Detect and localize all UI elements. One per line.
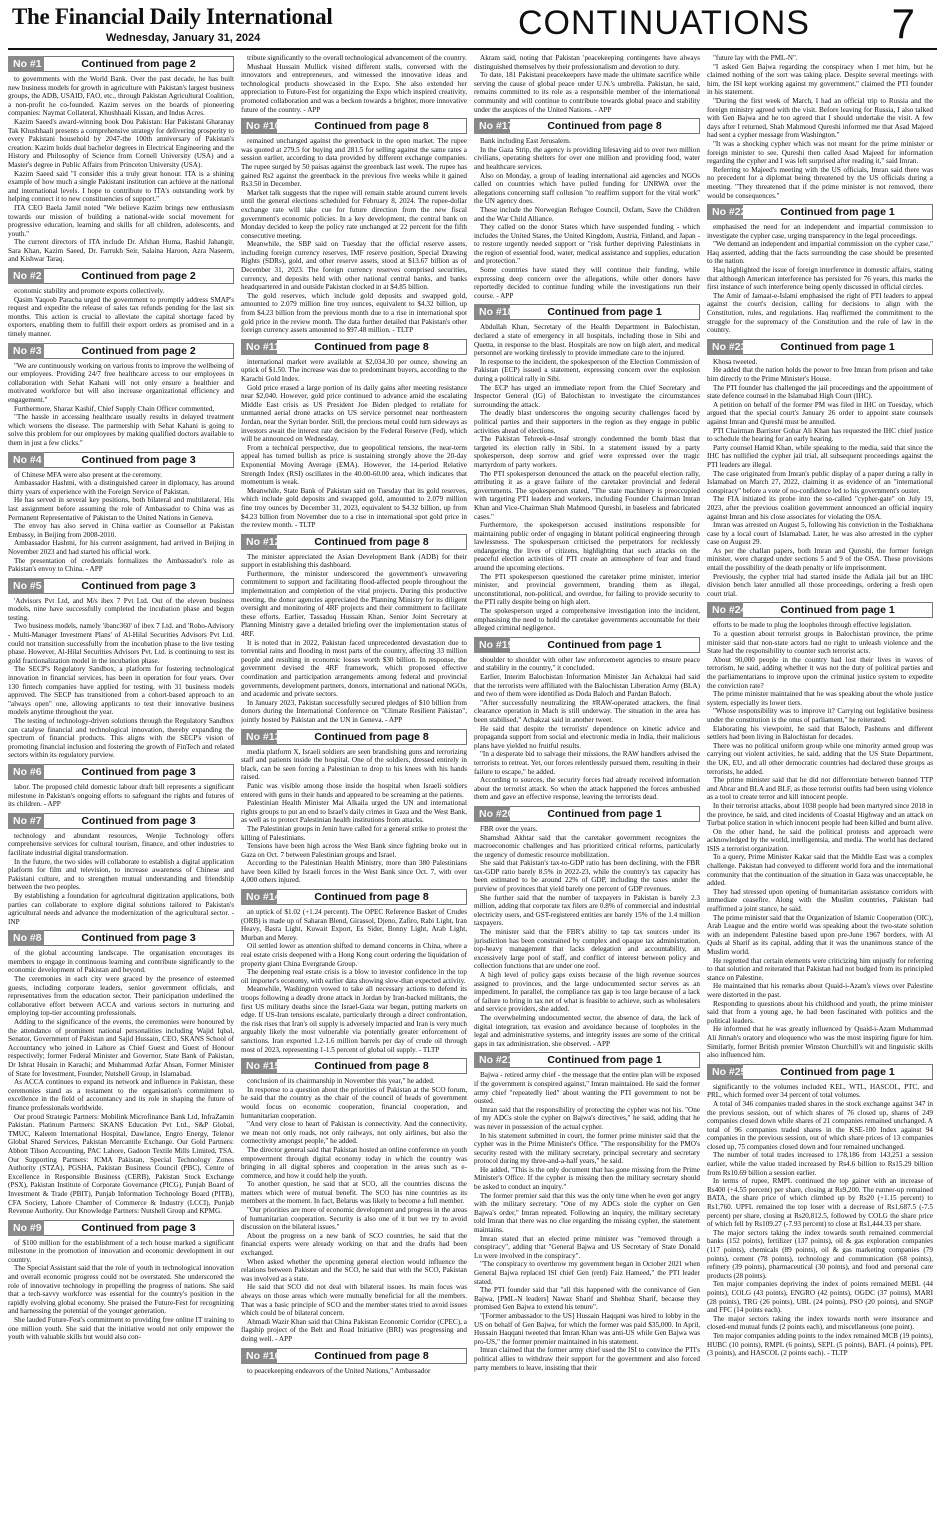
paragraph: Party counsel Hamid Khan, while speaking to the media, said that since the IHC has nullified the cypher jail trial, all subsequent proceedings against the PTI leaders are illegal. (707, 443, 933, 469)
paragraph: In response to a question about the priorities of Pakistan at the SCO forum, he said that the country as the chair of the council of heads of government would focus on economic cooperation, financial cooperation, and humanitarian cooperation. (241, 1085, 467, 1120)
paragraph: The gold reserves, which include gold deposits and swapped gold, amounted to 2.079 million fine troy ounces, equivalent to $4.32 billion, up from $4.23 billion from the previous month due to a rise in international spot gold price in the review month. The data further detailed that Pakistan's other foreign currency assets amounted to $97.48 million. - TLTP (241, 291, 467, 335)
paragraph: Tensions have been high across the West Bank since fighting broke out in Gaza on Oct. 7 between Palestinian groups and Israel. (241, 842, 467, 859)
story-number: No #22 (707, 204, 743, 220)
paragraph: The number of total trades increased to 178,186 from 143,251 a session earlier, while the value traded increased by Rs4.6 billion to Rs15.29 billion from Rs10.69 billion a session earlier. (707, 1151, 933, 1177)
section-title: CONTINUATIONS (518, 4, 810, 42)
paragraph: The ceremonies in each city were graced by the presence of esteemed guests, including corporate leaders, senior government officials, and representatives from the education sector. Their participation underlined the collaborative effort between ACCA and various sectors in nurturing and employing top-tier accounting professionals. (8, 975, 234, 1018)
article (8, 764, 234, 809)
paragraph: In the Gaza Strip, the agency is providing lifesaving aid to over two million civilians, operating shelters for over one million and providing food, water and healthcare services. (474, 145, 700, 171)
paragraph: There was no political uniform group while one minority armed group was carrying out violent activities, he said, adding that the US State Department, the UK, EU, and all other democratic countries had declared these groups as terrorists, he added. (707, 741, 933, 776)
continued-from-label: Continued from page 8 (277, 1348, 467, 1364)
continued-from-label: Continued from page 1 (743, 204, 933, 220)
continued-from-label: Continued from page 8 (277, 339, 467, 355)
article (8, 343, 234, 448)
paragraph: These include the Norwegian Refugee Council, Oxfam, Save the Children and the War Child Alliance. (474, 205, 700, 223)
paragraph: "future lay with the PML-N". (713, 54, 798, 62)
article (8, 578, 234, 760)
column-4 (707, 54, 933, 1524)
continuation-header (707, 339, 933, 355)
story-number: No #18 (474, 304, 510, 320)
paragraph: Khosa tweeted. (713, 357, 758, 366)
continued-from-label: Continued from page 3 (44, 930, 234, 946)
paragraph: Bajwa - retired army chief - the message that the entire plan will be exposed if the government is conspired against," Imran maintained. He said the former army chief "repeatedly lied" about wanting the PTI government to not be ousted. (474, 1071, 700, 1106)
paragraph: Market talk suggests that the rupee will remain stable around current levels until the general elections scheduled for February 8, 2024. The rupee-dollar exchange rate will take cue for future direction from the new fiscal government's economic policies. In a key development, the central bank on Monday decided to keep the policy rate unchanged at 22 percent for the fifth consecutive meeting. (241, 188, 467, 240)
paragraph: They called on the donor States which have suspended funding - which includes the United States, the United Kingdom, Austria, Finland, and Japan - to restore urgently needed support or "risk further depriving Palestinians in the region of essential food, water, medical assistance and supplies, education and protection." (474, 223, 700, 266)
article-body (707, 54, 933, 200)
story-number: No #23 (707, 339, 743, 355)
continuation-header (8, 1220, 234, 1236)
paragraph: Kazim Saeed's award-winning book Dou Pakistan: Har Pakistani Gharanay Tak Khushhaali presents a comprehensive strategy for delivering prosperity to every Pakistani household by 2047-the 100th anniversary of Pakistan's creation. Kazim holds dual bachelor degrees in Electrical Engineering and the History and Philosophy of Science from Cornell University (USA) and a Master's degree in Public Affairs from Princeton University (USA). (8, 117, 234, 169)
paragraph: When asked whether the upcoming general election would influence the relations between Pakistan and the SCO, he said that with the SCO, Pakistan was involved as a state. (241, 1257, 467, 1283)
continuation-header (8, 268, 234, 284)
article-body (474, 1071, 700, 1372)
continued-from-label: Continued from page 3 (44, 578, 234, 594)
article (241, 339, 467, 530)
continuation-header (8, 452, 234, 468)
paragraph: conclusion of its chairmanship in November this year," he added. (247, 1077, 435, 1086)
continuation-header (707, 204, 933, 220)
article-body (241, 553, 467, 725)
paragraph: Furthermore, the minister underscored the government's unwavering commitment to support and facilitating flood-affected people throughout the implementation and completion of the vital projects. During this productive meeting, the donor agencies appreciated the Planning Ministry for its diligent oversight and monitoring of 4RF projects and their commitment to facilitate these efforts. Earlier, Tassaduq Hussain Khan, Senior Joint Secretary at Planning Ministry gave a detailed briefing over the implementation status of 4RF. (241, 569, 467, 639)
paragraph: As per the challan papers, both Imran and Qureshi, the former foreign minister, were charged under sections 5 and 9 of the OSA. These provisions entail the possibility of the death penalty or life imprisonment. (707, 546, 933, 573)
paragraph: 'Advisors Pvt Ltd, and M/s ibex 7 Pvt Ltd. Out of the eleven business models, nine have successfully completed the incubation phase and begun testing. (8, 596, 234, 622)
article-body (474, 137, 700, 300)
article-body (8, 287, 234, 339)
paragraph: He maintained that his remarks about Quaid-i-Azam's views over Palestine were distorted in the past. (707, 982, 933, 999)
paragraph: "We demand an independent and impartial commission on the cypher case," Haq asserted, adding that the facts surrounding the case should be presented to the nation. (707, 240, 933, 266)
story-number: No #12 (241, 534, 277, 550)
paragraph: The former premier said that this was the only time when he even got angry with the military secretary. "One of my ADCs stole the cypher on Gen Bajwa's order," Imran repeated. Following an inquiry, the military secretary told Imran that there was no clue regarding the missing cypher, the statement maintains. (474, 1191, 700, 1235)
paragraph: significantly to the volumes included KEL, WTL, HASCOL, PTC, and PRL, which formed over 34 percent of total volumes. (707, 1082, 933, 1100)
article-body (241, 54, 467, 114)
continuation-header (8, 343, 234, 359)
paragraph: The director general said that Pakistan hosted an online conference on youth empowerment through digital economy today in which the country was bringing in all digital spheres and cooperation in the areas such as e-commerce, and how it could help the youth. (241, 1145, 467, 1180)
continuation-header (707, 1064, 933, 1080)
paragraph: Mushaal Hussain Mullick visited different stalls, conversed with the innovators and entrepreneurs, and witnessed the innovative ideas and technological products showcased in the Expo. She also extended her appreciation to Future-Fest for organizing the Expo which inspired creativity, promoted collaboration and was a beckon towards a brighter, more innovative future of the country. - APP (241, 62, 467, 114)
story-number: No #5 (8, 578, 44, 594)
article (241, 534, 467, 725)
paragraph: He added that the nation holds the power to free Imran from prison and take him directly to the Prime Minister's House. (707, 366, 933, 383)
paragraph: They had stressed upon opening of humanitarian assistance corridors with immediate ceasefire. Along with the Muslim countries, Pakistan had reaffirmed a joint stance, he said. (707, 887, 933, 914)
paragraph: The deadly blast underscores the ongoing security challenges faced by political parties and their supporters in the region as they engage in public activities ahead of elections. (474, 409, 700, 435)
paragraph: In January 2023, Pakistan successfully secured pledges of $10 billion from donors during the International Conference on "Climate Resilient Pakistan", jointly hosted by Pakistan and the UN in Geneva. - APP (241, 698, 467, 724)
story-number: No #6 (8, 764, 44, 780)
newspaper-title: The Financial Daily International (12, 4, 333, 29)
paragraph: Palestinian Health Minister Mai Alkaila urged the UN and international rights groups to put an end to Israel's daily crimes in Gaza and the West Bank, as well as to protect Palestinian health institutions from attacks. (241, 799, 467, 825)
paragraph: The testing of technology-driven solutions through the Regulatory Sandbox can catalyse financial and technological innovation, thereby expanding the spectrum of financial products. This aligns with the SECP's vision of promoting financial inclusion and fostering the growth of FinTech and related sectors within its regulatory purview. (8, 717, 234, 760)
paragraph: In response to the incident, the spokesperson of the Election Commission of Pakistan (ECP) issued a statement, expressing concern over the explosion during a political rally in Sibi. (474, 357, 700, 383)
paragraph: A total of 346 companies traded shares in the stock exchange against 347 in the previous session, out of which shares of 76 closed up, shares of 249 companies closed down while shares of 21 companies remained unchanged. A total of 96 companies traded shares in the KSE-100 Index against 94 companies in the previous session, out of which share prices of 13 companies closed up, 75 companies closed down and four remained unchanged. (707, 1099, 933, 1151)
continuation-header (241, 729, 467, 745)
paragraph: Ahmadi Wazir Khan said that China Pakistan Economic Corridor (CPEC), a flagship project of the Belt and Road Initiative (BRI) was progressing and doing well. - APP (241, 1317, 467, 1343)
paragraph: an uptick of $1.02 (+1.24 percent). The OPEC Reference Basket of Crudes (ORB) is made up of Saharan Blend, Girassol, Djeno, Zafiro, Rabi Light, Iran Heavy, Basra Light, Kuwait Export, Es Sider, Bonny Light, Arab Light, Murban and Merey. (241, 908, 467, 942)
paragraph: A high level of policy gaps exists because of the high revenue sources assigned to provinces, and the large undocumented sector serves as an impediment. In parallel, the compliance tax gap is too large because of a lack of failure to bring in tax net of what is feasible to achieve, such as wholesalers and service providers, she added. (474, 971, 700, 1014)
paragraph: remained unchanged against the greenback in the open market. The rupee was quoted at 279.5 for buying and 281.5 for selling against the same rates a session earlier, according to data provided by different exchange companies. The rupee surged by 50 paisas against the greenback last week. The rupee has gained Rs2 against the greenback in the previous five weeks while it gained Rs3.50 in December. (241, 137, 467, 189)
paragraph: The case originated from Imran's public display of a paper during a rally in Islamabad on March 27, 2022, claiming it as evidence of an "international conspiracy" before a vote of no-confidence led to his government's ouster. (707, 469, 933, 495)
paragraph: In terms of rupee, RMPL continued the top gainer with an increase of Rs400 (+4.55 percent) per share, closing at Rs9,200. The runner-up remained BATA, the share price of which climbed up by Rs20 (+1.15 percent) to Rs1,760. UPFL remained the top loser with a decrease of Rs1,687.5 (-7.5 percent) per share, closing at Rs20,812.5, followed by COLG the share price of which fell by Rs109.27 (-7.93 percent) to close at Rs1,444.33 per share. (707, 1177, 933, 1229)
article-body (474, 825, 700, 1048)
paragraph: On the other hand, he said the political protests and approach were acknowledged by the world, intelligentsia, and media. The world has declared ISIS a terrorist organization. (707, 827, 933, 853)
continued-from-label: Continued from page 1 (743, 339, 933, 355)
article-body (8, 471, 234, 574)
paragraph: Ten major companies adding points to the index remained MCB (19 points), HUBC (10 points), RMPL (6 points), SEPL (5 points), BAFL (4 points), PPL (3 points), and HASCOL (2 points each). - TLTP (707, 1331, 933, 1358)
continuation-header (8, 813, 234, 829)
story-number: No #24 (707, 602, 743, 618)
article-body (241, 1077, 467, 1343)
continued-from-label: Continued from page 8 (277, 1058, 467, 1074)
article-body (707, 1083, 933, 1358)
continuation-header (8, 764, 234, 780)
paragraph: The deepening real estate crisis is a blow to investor confidence in the top oil importer's economy, with earlier data showing slow-than expected activity. (241, 968, 467, 985)
paragraph: The overwhelming undocumented sector, the absence of data, the lack of digital integration, tax evasion and avoidance because of loopholes in the legal and administrative systems, and integrity issues are some of the critical gaps in tax administration, she observed. - APP (474, 1013, 700, 1048)
masthead (0, 0, 945, 52)
paragraph: As ACCA continues to expand its network and influence in Pakistan, these ceremonies stand as a testament to the organisation's commitment to excellence in the field of accountancy and its role in shaping the future of finance professionals worldwide. (8, 1078, 234, 1112)
paragraph: Elaborating his viewpoint, he said that Baloch, Pashtuns and different settlers had been living in Balochistan for decades. (707, 724, 933, 742)
article (707, 1064, 933, 1358)
paragraph: Bank including East Jerusalem. (480, 137, 571, 146)
paragraph: A petition on behalf of the former PM was filed in IHC on Tuesday, which argued that the special court's January 26 order to appoint state counsels against Imran and Qureshi must be annulled. (707, 400, 933, 426)
continuation-header (241, 534, 467, 550)
paragraph: ITA CEO Baela Jamil noted "We believe Kazim brings new enthusiasm towards our mission of building a national-wide social movement for progressive education, learning and skills for all children, adolescents, and youth." (8, 203, 234, 238)
paragraph: "During the first week of March, I had an official trip to Russia and the foreign ministry agreed with the visit. Before leaving for Russia, I also talked with Gen Bajwa and he too agreed that I should undertake the visit. A few days after I returned, Shah Mahmood Qureshi informed me that Asad Majeed had sent a cypher message from Washington." (707, 96, 933, 140)
paragraph: In their terrorist attacks, about 1038 people had been martyred since 2018 in the province, he said, and cited incidents of Coastal Highway and an attack on Turbat police station in which innocent people had been killed and burnt alive. (707, 801, 933, 828)
continuation-header (241, 339, 467, 355)
paragraph: He informed that he was greatly influenced by Quaid-i-Azam Muhammad Ali Jinnah's oratory and eloquence who was the most inspiring figure for him. Similarly, former British premier Winston Churchill's wit and linguistic skills also influenced him. (707, 1025, 933, 1060)
continuation-header (241, 889, 467, 905)
article-body (241, 137, 467, 335)
article-body (8, 832, 234, 927)
paragraph: The Palestinian groups in Jenin have called for a general strike to protest the killing of Palestinians. (241, 824, 467, 842)
story-number: No #16 (241, 1348, 277, 1364)
paragraph: Imran claimed that the former army chief used the ISI to convince the PTI's political allies to withdraw their support for the government and also forced party members to leave, insisting that their (474, 1346, 700, 1372)
paragraph: To another question, he said that at SCO, all the countries discuss the matters which were of mutual benefit. The SCO has nine countries as its members at the moment. In fact, Belarus was likely to become a full member. (241, 1180, 467, 1206)
paragraph: "Whose responsibility was to improve it? Carrying out legislative business under the constitution is the onus of parliament," he reiterated. (707, 707, 933, 724)
paragraph: The prime minister said that the Organization of Islamic Cooperation (OIC), Arab League and the entire world was speaking about the two-state solution with an independent Palestine based upon pre-June 1967 borders, with Al Quds al Sharif as its capital, adding that it was the unanimous stance of the Muslim world. (707, 913, 933, 956)
article-body (241, 908, 467, 1054)
paragraph: "The hassle in accessing healthcare usually results in delayed treatment which worsens the disease. The partnership with Sehat Kahani is going to solve this problem for our employees by making qualified doctors available to them in just a few clicks." (8, 413, 234, 447)
paragraph: About the progress on a new bank of SCO countries, he said that the financial experts were already working on that and the drafts had been exchanged. (241, 1231, 467, 1258)
paragraph: media platform X, Israeli soldiers are seen brandishing guns and terrorizing staff and patients inside the hospital. One of the soldiers, dressed entirely in black, can be seen forcing a Palestinian to drop to his knees with his hands raised. (241, 747, 467, 782)
paragraph: Imran said that the responsibility of protecting the cypher was not his. "One of my ADCs stole the cypher on Bajwa's directives," he said, adding that he was never in possession of the actual cypher. (474, 1105, 700, 1131)
continued-from-label: Continued from page 2 (44, 343, 234, 359)
continued-from-label: Continued from page 2 (44, 268, 234, 284)
article (241, 1348, 467, 1376)
continuation-header (474, 304, 700, 320)
paragraph: The current directors of ITA include Dr. Afshan Huma, Rashid Jahangir, Sara Khan, Kazim Saeed, Dr. Farrukh Seir, Salaina Haroon, Azra Naseem, and Kishwar Taraq. (8, 238, 234, 264)
paragraph: The FIA initiated its probe into the so-called "cypher-gate" on July 19, 2023, after the previous coalition government announced an official inquiry against Imran and his close associates for violating the OSA. (707, 495, 933, 521)
paragraph: The Pakistan Tehreek-e-Insaf strongly condemned the bomb blast that targeted its election rally in Sibi. In a statement issued by a party spokesperson, deep sorrow and grief were expressed over the tragic martyrdom of party workers. (474, 435, 700, 469)
article-body (8, 1239, 234, 1342)
story-number: No #15 (241, 1058, 277, 1074)
article (707, 339, 933, 599)
story-number: No #11 (241, 339, 277, 355)
continuation-header (474, 637, 700, 653)
paragraph: Previously, the cypher trial had started inside the Adiala jail but an IHC division bench later annulled all those proceedings, ordering a fresh open court trial. (707, 572, 933, 598)
story-number: No #3 (8, 343, 44, 359)
paragraph: of Chinese MFA were also present at the ceremony. (14, 470, 163, 479)
continuation-header (474, 1052, 700, 1068)
paragraph: Gold price erased a large portion of its daily gains after meeting resistance near $2,040. However, gold price continued to advance amid the escalating Middle East crisis as US President Joe Biden pledged to retaliate for unmanned aerial drone attacks on US service personnel near northeastern Jordan, near the Syrian border. Still, the precious metal could turn sideways as investors await the interest rate decision by the Federal Reserve (Fed), which will be announced on Wednesday. (241, 383, 467, 444)
article-body (241, 358, 467, 530)
continued-from-label: Continued from page 3 (44, 813, 234, 829)
continued-from-label: Continued from page 3 (44, 1220, 234, 1236)
continuation-header (474, 118, 700, 134)
column-2 (241, 54, 467, 1524)
paragraph: The spokesperson urged a comprehensive investigation into the incident, emphasising the need to hold the caretaker governments accountable for their alleged criminal negligence. (474, 607, 700, 633)
issue-date: Wednesday, January 31, 2024 (106, 32, 261, 44)
paragraph: "Our priorities are more of economic development and progress in the areas of humanitarian cooperation. Security is also one of it but we try to avoid discussion on the bilateral issues." (241, 1206, 467, 1232)
continued-from-label: Continued from page 8 (277, 889, 467, 905)
paragraph: FBR over the years. (480, 824, 538, 833)
article-body (474, 656, 700, 802)
story-number: No #1 (8, 56, 44, 72)
paragraph: Kazim Saeed said "I consider this a truly great honour. ITA is a shining example of how much a single Pakistani institution can achieve at the national and international levels. I hope to contribute to ITA's outstanding work by helping connect it to new constituencies of support." (8, 169, 234, 204)
paragraph: Imran stated that an elected prime minister was "removed through a conspiracy", adding that "General Bajwa and US Secretary of State Donald Lu were involved in the conspiracy". (474, 1234, 700, 1260)
article-body (707, 223, 933, 335)
story-number: No #10 (241, 118, 277, 134)
paragraph: tribute significantly to the overall technological advancement of the country. (247, 54, 467, 62)
article (474, 118, 700, 300)
article (8, 452, 234, 574)
paragraph: She said that Pakistan's tax-to-GDP ratio has been declining, with the FBR tax-GDP ratio barely 8.5% in 2022-23, while the country's tax capacity has been estimated to be around 22% of GDP, including the taxes under the purview of provinces that yield barely one percent of GDP revenues. (474, 859, 700, 894)
paragraph: According to sources, the security forces had already received information about the terrorist attack. So when the attack happened the forces ambushed them and gave an effective response, leaving the terrorists dead. (474, 776, 700, 802)
story-number: No #19 (474, 637, 510, 653)
paragraph: Our proud Strategic Partners: Mobilink Microfinance Bank Ltd, InfraZamin Pakistan. Platinum Partners: SKANS Education Pvt Ltd., S&P Global, TMUC, Kaleem International Hospital, Dawlance, Engro Energy, Telenor Global Shared Services, Pakistan Mercantile Exchange. Our Gold Partners: Abbott Tilson Accounting, PAC Lahore, Gadoon Textile Mills Limited, TSA. Our Supporting Partners: ICMA Pakistan, Special Technology Zones Authority (STZA), PGSHA, Pakistan Business Council (PBC), Centre of Excellence in Responsible Business (CERB), Pakistan Stock Exchange (PSX), Pakistan Institute of Corporate Governance (PICG), Punjab Board of Investment & Trade (PBIT), Punjab Information Technology Board (PITB), CFA Society, Lahore Chamber of Commerce & Industry (LCCI), Punjab Revenue Authority. Our Knowledge Partners: Nutshell Group and KPMG. (8, 1112, 234, 1216)
continued-from-label: Continued from page 8 (277, 729, 467, 745)
paragraph: To date, 181 Pakistani peacekeepers have made the ultimate sacrifice while serving the cause of global peace under U.N.'s umbrella. Pakistan, he said, remains committed to its role as a responsible member of the international community and will continue to contribute towards global peace and stability under the auspices of the United Nations. - APP (474, 71, 700, 114)
story-number: No #13 (241, 729, 277, 745)
story-number: No #2 (8, 268, 44, 284)
paragraph: Oil settled lower as attention shifted to demand concerns in China, where a real estate crisis deepened with a Hong Kong court ordering the liquidation of property giant China Evergrande Group. (241, 942, 467, 968)
article (241, 889, 467, 1054)
article (8, 930, 234, 1215)
article-body (474, 323, 700, 632)
continuation-header (474, 806, 700, 822)
paragraph: Also on Monday, a group of leading international aid agencies and NGOs called on countries which have pulled funding for UNRWA over the allegations concerning staff collusion "to reaffirm support for the vital work" the UN agency does. (474, 171, 700, 206)
paragraph: Akram said, noting that Pakistan 'peacekeeping contingents have always distinguished themselves by their professionalism and devotion to duty. (474, 54, 700, 71)
paragraph: "[Former ambassador to the US] Hussain Haqqani was hired to lobby in the US on behalf of Gen Bajwa, for which the former was paid $35,000. In April, Hussain Haqqani tweeted that Imran Khan was anti-US while Gen Bajwa was pro-US," the former premier maintained in his statement. (474, 1311, 700, 1346)
page-number: 7 (891, 0, 915, 47)
paragraph: Shamshad Akhtar said that the caretaker government recognizes the macroeconomic challenges and has prioritized critical reforms, particularly the urgency of domestic resource mobilization. (474, 833, 700, 859)
story-number: No #4 (8, 452, 44, 468)
article (474, 304, 700, 632)
paragraph: The PTI founder said that "all this happened with the connivance of Gen Bajwa, [PML-N leaders] Nawaz Sharif and Shehbaz Sharif, because they promised Gen Bajwa to extend his tenure". (474, 1286, 700, 1312)
paragraph: About 90,000 people in the country had lost their lives in waves of terrorism, he said, adding whether it was not the duty of political parties and the parliamentarians to improve upon the criminal justice system to expedite the conviction rate? (707, 655, 933, 690)
continuation-header (241, 1348, 467, 1364)
article-body (8, 75, 234, 264)
paragraph: Ambassador Hashmi, with a distinguished career in diplomacy, has around thirty years of experience with the Foreign Service of Pakistan. (8, 479, 234, 496)
article (707, 204, 933, 335)
paragraph: Meanwhile, State Bank of Pakistan said on Tuesday that its gold reserves, which include gold deposits and swapped gold, amounted to 2.079 million fine troy ounces by December 31, 2023, equivalent to $4.32 billion, up from $4.23 billion from November due to a rise in international spot gold price in the review month. - TLTP (241, 486, 467, 530)
article (241, 729, 467, 886)
paragraph: The PTI spokesperson questioned the caretaker prime minister, interior minister, and provincial government, branding them as illegal, unconstitutional, non-political, and overdue, for failing to provide security to the PTI rally despite being on high alert. (474, 572, 700, 607)
paragraph: The major sectors taking the index towards south remained commercial banks (152 points), fertilizer (137 points), oil & gas exploration companies (117 points), chemicals (89 points), oil & gas marketing companies (79 points), cement (78 points), technology and communication (68 points), refinery (39 points), pharmaceutical (30 points), and food and personal care products (28 points). (707, 1228, 933, 1280)
paragraph: Ambassador Hashmi, for his current assignment, had arrived in Beijing in November 2023 and had started his official work. (8, 539, 234, 556)
continued-from-label: Continued from page 1 (510, 806, 700, 822)
paragraph: The PTI spokesperson denounced the attack on the peaceful election rally, attributing it as a grave failure of the caretaker provincial and federal governments. The spokesperson stated, "The state machinery is preoccupied with targeting PTI leaders and workers, including Founder Chairman Imran Khan and Vice-Chairman Shah Mahmood Qureshi, in baseless and fabricated cases." (474, 469, 700, 521)
paragraph: Ten major companies depriving the index of points remained MEBL (44 points), COLG (43 points), ENGRO (42 points), OGDC (37 points), MARI (28 points), TRG (26 points), UBL (24 points), PSO (20 points), and SNGP and FFC (14 points each). (707, 1280, 933, 1315)
column-3 (474, 54, 700, 1524)
paragraph: "In a desperate bid to salvage their missions, the RAW handlers advised the terrorists to retreat. Yet, our forces relentlessly pursued them, resulting in their failure to escape," he added. (474, 750, 700, 776)
story-number: No #20 (474, 806, 510, 822)
paragraph: "The conspiracy to overthrow my government began in October 2021 when General Bajwa replaced ISI chief Gen (retd) Faiz Hameed," the PTI leader stated. (474, 1260, 700, 1286)
continued-from-label: Continued from page 3 (44, 452, 234, 468)
paragraph: "I asked Gen Bajwa regarding the conspiracy when I met him, but he claimed nothing of the sort was taking place. Despite several meetings with him, the ISI kept working against my government," claimed the PTI founder in his statement. (707, 62, 933, 97)
paragraph: The PTI founder has challenged the jail proceedings and the appointment of state defence counsel in the Islamabad High Court (IHC). (707, 383, 933, 401)
columns (8, 54, 937, 1524)
paragraph: "After successfully neutralizing the #RAW-operated attackers, the final clearance operation in Mach is still underway. The situation in the area has been stabilised," Achakzai said in another tweet. (474, 698, 700, 724)
article-body (241, 748, 467, 886)
paragraph: The major sectors taking the index towards north were insurance and closed-end mutual funds (2 points each), and miscellaneous (one point). (707, 1314, 933, 1332)
paragraph: Responding to questions about his childhood and youth, the prime minister said that from a young age, he had been fascinated with politics and the political leaders. (707, 999, 933, 1025)
paragraph: The SECP's Regulatory Sandbox, a platform for fostering technological innovation in financial services, has been in operation for four years. Over 130 fintech companies have applied for testing, with 31 business models approved. The SECP has transitioned from a cohort-based approach to an "always open" one, allowing applicants to test their innovative business models anytime throughout the year. (8, 665, 234, 717)
paragraph: economic stability and promote exports collectively. (14, 287, 165, 296)
story-number: No #9 (8, 1220, 44, 1236)
continuation-header (241, 1058, 467, 1074)
article (8, 813, 234, 927)
paragraph: The prime minister said that he did not differentiate between banned TTP and Abrar and BLA and BLF, as those terrorist outfits had been using violence as a tool to create terror and kill innocent people. (707, 776, 933, 802)
paragraph: to peacekeeping endeavors of the United Nations," Ambassador (247, 1366, 431, 1375)
story-number: No #14 (241, 889, 277, 905)
article (241, 54, 467, 114)
continued-from-label: Continued from page 1 (510, 1052, 700, 1068)
paragraph: technology and abundant resources, Wenjie Technology offers comprehensive services for cultural tourism, finance, and other industries to facilitate industrial digital transformation. (8, 831, 234, 857)
paragraph: The minister said that the FBR's ability to tap tax sources under its jurisdiction has been constrained by complex and opaque tax administration, top-heavy management that lacks delegation and accountability, an excessively large pool of staff, and conflict of interest between policy and collection functions that are under one roof. (474, 928, 700, 971)
paragraph: labor. The proposed child domestic labour draft bill represents a significant milestone in Pakistan's ongoing efforts to safeguard the rights and futures of its children. - APP (8, 782, 234, 809)
article (241, 1058, 467, 1343)
paragraph: Earlier, Interim Balochistan Information Minister Jan Achakzai had said that the terrorists were affiliated with the Balochistan Liberation Army (BLA) and two of them were identified as Doda Baloch and Pardan Baloch. (474, 673, 700, 699)
article-body (8, 783, 234, 809)
paragraph: The Special Assistant said that the role of youth in technological innovation and overall economic progress could not be overstated. She underscored the role of innovative technology in propelling the progress of nations. She said that a tech-savvy workforce was essential for the country's position in the rapidly evolving global economy. She praised the Future-Fest for recognizing and harnessing the potential of the younger generation. (8, 1264, 234, 1316)
paragraph: Furthermore, the spokesperson accused institutions responsible for maintaining public order of engaging in blatant political engineering through lawlessness. The spokesperson criticised the perpetrators for recklessly endangering the lives of citizens, highlighting that such attacks on the peaceful election activities of PTI create an atmosphere of fear and fraud around the upcoming elections. (474, 521, 700, 573)
story-number: No #25 (707, 1064, 743, 1080)
paragraph: To a question about terrorist groups in Balochistan province, the prime minister said that non-state actors had no right to unleash violence and the State had the responsibility to counter such terrorist acts. (707, 630, 933, 656)
continuation-header (8, 56, 234, 72)
paragraph: Furthermore, Sharaz Kashif, Chief Supply Chain Officer commented, (14, 404, 215, 413)
continuation-header (8, 930, 234, 946)
paragraph: According to the Palestinian Health Ministry, more than 380 Palestinians have been killed by Israeli forces in the West Bank since Oct. 7, with over 4,000 others injured. (241, 859, 467, 885)
paragraph: To a query, Prime Minister Kakar said that the Middle East was a complex challenge. Pakistan had conveyed to different world fora and the international community that the continuation of the situation in Gaza was unacceptable, he added. (707, 853, 933, 888)
paragraph: He said that despite the terrorists' dependence on kinetic advice and propaganda support from social and electronic media in India, their malicious plans have yielded no fruitful results. (474, 724, 700, 750)
paragraph: "We are continuously working on various fronts to improve the wellbeing of our employees. Providing 24/7 free healthcare access to our employees in collaboration with Sehat Kahani will not only ensure a healthier and motivated workforce but will also increase organizational efficiency and engagement." (8, 361, 234, 404)
story-number: No #21 (474, 1052, 510, 1068)
paragraph: Meanwhile, the SBP said on Tuesday that the official reserve assets, including foreign currency reserves, IMF reserve position, Special Drawing Rights (SDRs), gold, and other reserve assets, stood at $13.67 billion as of December 31, 2023. The foreign currency reserves comprised securities, currency, and deposits held with other national central banks, and banks headquartered in and outside Pakistan clocked in at $4.85 billion. (241, 240, 467, 292)
paragraph: "And very close to heart of Pakistan is connectivity. And the connectivity, we mean not only roads, not only railways, not only airlines, but also the connectivity amongst people," he added. (241, 1120, 467, 1146)
paragraph: She lauded Future-Fest's commitment to providing free online IT training to one million youth. She said that the initiative would not only empower the youth with valuable skills but would also con- (8, 1316, 234, 1342)
article-body (8, 949, 234, 1215)
article (241, 118, 467, 335)
paragraph: Referring to Majeed's meeting with the US officials, Imran said there was no precedent for a diplomat being threatened by the US officials during a meeting. "They threatened that if the prime minister is not removed, there would be consequences." (707, 165, 933, 200)
paragraph: emphasised the need for an independent and impartial commission to investigate the cypher case, urging transparency in the legal proceedings. (707, 223, 933, 240)
article-body (8, 362, 234, 448)
paragraph: international market were available at $2,034.30 per ounce, showing an uptick of $1.50. The increase was due to predominant buyers, according to the Karachi Gold Index. (241, 357, 467, 383)
paragraph: Meanwhile, Washington vowed to take all necessary actions to defend its troops following a deadly drone attack in Jordan by Iran-backed militants, the first US military deaths since the Israel-Gaza war began, putting markets on edge. If US-Iran tensions escalate, particularly through a direct confrontation, the risk rises that Iran's oil supply is adversely impacted and Iran is very much arguably likely the most vulnerable via potentially greater enforcement of sanctions. Iran exported 1.2-1.6 million barrels per day of crude oil through most of 2023, representing 1-1.5 percent of global oil supply. - TLTP (241, 985, 467, 1054)
paragraph: Some countries have stated they will continue their funding, while expressing deep concern over the allegations, while other donors have reportedly decided to continue funding while the investigations run their course. - APP (474, 266, 700, 300)
paragraph: From a technical perspective, due to geopolitical tensions, the near-term appeal has turned bullish as price is sustaining strongly above the 20-day Exponential Moving Average (EMA). However, the 14-period Relative Strength Index (RSI) oscillates in the 40.00-60.00 area, which indicates that momentum is weak. (241, 443, 467, 487)
paragraph: Qasim Yaqoob Paracha urged the government to promptly address SMAP's request and expedite the release of sales tax refunds pending for the last six months. This action is crucial to alleviate the capital shortage faced by exporters, enabling them to fulfill their export orders as promised and in a timely manner. (8, 295, 234, 339)
paragraph: Adding to the significance of the events, the ceremonies were honoured by the attendance of prominent national personalities including Wajid Iqbal, Senator, Government of Pakistan and Sajid Hussain, CEO, SKANS School of Accountancy who joined in Lahore as Chief Guest and Guest of Honour respectively; former Federal Minister and Governor, State Bank of Pakistan, Dr Ishrat Husain in Karachi; and Muhammad Azfar Ahsan, Former Minister of State for Investment, Founder, Nutshell Group, in Islamabad. (8, 1018, 234, 1078)
continued-from-label: Continued from page 8 (510, 118, 700, 134)
paragraph: He regretted that certain elements were criticizing him unjustly for referring to that solution and reiterated that Pakistan had not budged from its principled stance on Palestine. (707, 956, 933, 982)
article (474, 806, 700, 1048)
paragraph: He has served in several key positions, both bilateral and multilateral. His last assignment before assuming the role of Ambassador to China was as Permanent Representative of Pakistan to the United Nations in Geneva. (8, 496, 234, 522)
continuation-header (707, 602, 933, 618)
paragraph: PTI Chairman Barrister Gohar Ali Khan has requested the IHC chief justice to schedule the hearing for an early hearing. (707, 426, 933, 444)
paragraph: It is noted that in 2022, Pakistan faced unprecedented devastation due to torrential rains and flooding in most parts of the country, affecting 33 million people and resulting in economic losses worth $30 billion. In response, the government devised the 4RF framework, which proposed effective coordination and participation arrangements among federal and provincial governments, development partners, donors, international and national NGOs, and academic and private sectors. (241, 638, 467, 699)
paragraph: He said that SCO did not deal with bilateral issues. Its main focus was always on those areas which were mutually beneficial for all the members. That was a basic principle of SCO and the member states tried to avoid issues which could be of bilateral concern. (241, 1283, 467, 1318)
article-body (8, 597, 234, 760)
article (8, 56, 234, 264)
article (474, 54, 700, 114)
article (707, 602, 933, 1059)
article (707, 54, 933, 200)
continuation-header (241, 118, 467, 134)
paragraph: The ECP has urged an immediate report from the Chief Secretary and Inspector General (IG) of Balochistan to investigate the circumstances surrounding the attack. (474, 383, 700, 409)
paragraph: The presentation of credentials formalizes the Ambassador's role as Pakistan's envoy to China. - APP (8, 556, 234, 574)
paragraph: of the global accounting landscape. The organisation encourages its members to engage in continuous learning and contribute significantly to the economic development of Pakistan and beyond. (8, 949, 234, 975)
continued-from-label: Continued from page 1 (510, 304, 700, 320)
continued-from-label: Continued from page 2 (44, 56, 234, 72)
paragraph: "It was a shocking cypher which was not meant for the prime minister or foreign minister to see. Qureshi then called Asad Majeed for information regarding the cypher and I was left surprised after reading it," said Imran. (707, 139, 933, 166)
continued-from-label: Continued from page 3 (44, 764, 234, 780)
paragraph: In his statement submitted in court, the former prime minister said that the cypher was in the Prime Minister's Office. "The responsibility for the PMO's security rested with the military secretary, principal secretary and secretary protocol during my three-and-a-half years," he said. (474, 1131, 700, 1166)
paragraph: to governments with the World Bank. Over the past decade, he has built new business models for growth in agriculture with Pakistan's largest business groups, the ADB, USAID, FAO, etc., through Pakistan Agricultural Coalition, a non-profit he co-founded. Kazim serves on the boards of pioneering companies: Naymat Collateral, Khushhaali Kissan, and Indus Acres. (8, 75, 234, 118)
paragraph: Imran was arrested on August 5, following his conviction in the Toshakhana case by a local court of Islamabad. Later, he was also arrested in the cypher case on August 29. (707, 521, 933, 547)
paragraph: Panic was visible among those inside the hospital when Israeli soldiers entered with guns in their hands and appeared to be screaming at the patients. (241, 781, 467, 799)
continued-from-label: Continued from page 1 (743, 602, 933, 618)
paragraph: The prime minister maintained that he was speaking about the whole justice system, especially its lower tiers. (707, 690, 933, 707)
paragraph: The envoy has also served in China earlier as Counsellor at Pakistan Embassy, in Beijing from 2008-2010. (8, 522, 234, 539)
paragraph: Abdullah Khan, Secretary of the Health Department in Balochistan, declared a state of emergency in all hospitals, including those in Sibi and Quetta, in response to the blast. Hospitals are now on high alert, and medical personnel are working tirelessly to provide immediate care to the injured. (474, 323, 700, 358)
article-body (707, 358, 933, 599)
article (474, 1052, 700, 1372)
paragraph: She further said that the number of taxpayers in Pakistan is barely 2.3 million, adding that corporate tax filers are 0.8% of commercial and industrial electricity users, and GST-registered entities are barely 15% of the 1.4 million taxpayers. (474, 893, 700, 928)
column-1 (8, 54, 234, 1524)
paragraph: He added, "This is the only document that has gone missing from the Prime Minister's Office. If the cypher is missing then the military secretary should be asked to conduct an inquiry." (474, 1165, 700, 1192)
article-body (707, 621, 933, 1059)
paragraph: The minister appreciated the Asian Development Bank (ADB) for their support in establishing this dashboard. (241, 552, 467, 570)
article-body (474, 54, 700, 114)
story-number: No #7 (8, 813, 44, 829)
paragraph: shoulder to shoulder with other law enforcement agencies to ensure peace and stability in the country," it concluded. (474, 655, 700, 673)
continued-from-label: Continued from page 1 (743, 1064, 933, 1080)
paragraph: Two business models, namely 'ibanc360' of ibex 7 Ltd. and 'Robo-Advisory - Multi-Manager Investment Plans' of Al-Hilal Securities Advisors Pvt Ltd. could not transition successfully from the incubation phase to the live testing phase. However, Al-Hilal Securities Advisors Pvt. Ltd. is continuing to test its gold fractionalization model in the incubation phase. (8, 622, 234, 665)
paragraph: In the future, the two sides will collaborate to establish a digital application platform for film and television, to increase awareness of Chinese and Pakistani culture, and to strengthen mutual understanding and friendship between the two peoples. (8, 857, 234, 892)
paragraph: By establishing a foundation for agricultural digitization applications, both parties can collaborate to explore digital solutions tailored to Pakistan's agricultural needs and advance the modernization of the agricultural sector. - INP (8, 891, 234, 926)
masthead-rule (8, 48, 937, 50)
paragraph: of $100 million for the establishment of a tech house marked a significant milestone in the promotion of innovation and economic development in our country. (8, 1238, 234, 1264)
continuation-header (8, 578, 234, 594)
article (474, 637, 700, 802)
continued-from-label: Continued from page 8 (277, 118, 467, 134)
paragraph: Haq highlighted the issue of foreign interference in domestic affairs, stating that although American interference has persisted for 76 years, this marks the first instance of such interference being openly discussed in official circles. (707, 266, 933, 292)
article-body (241, 1367, 467, 1376)
article (8, 1220, 234, 1342)
story-number: No #8 (8, 930, 44, 946)
paragraph: efforts to be made to plug the loopholes through effective legislation. (713, 621, 912, 630)
article (8, 268, 234, 339)
story-number: No #17 (474, 118, 510, 134)
paragraph: The Amir of Jamaat-e-Islami emphasised the right of PTI leaders to appeal against the court's decision, calling for decisions to align with the Constitution, rules, and regulations. Haq reaffirmed the commitment to the struggle for the supremacy of the Constitution and the rule of law in the country. (707, 291, 933, 335)
continued-from-label: Continued from page 1 (510, 637, 700, 653)
continued-from-label: Continued from page 8 (277, 534, 467, 550)
